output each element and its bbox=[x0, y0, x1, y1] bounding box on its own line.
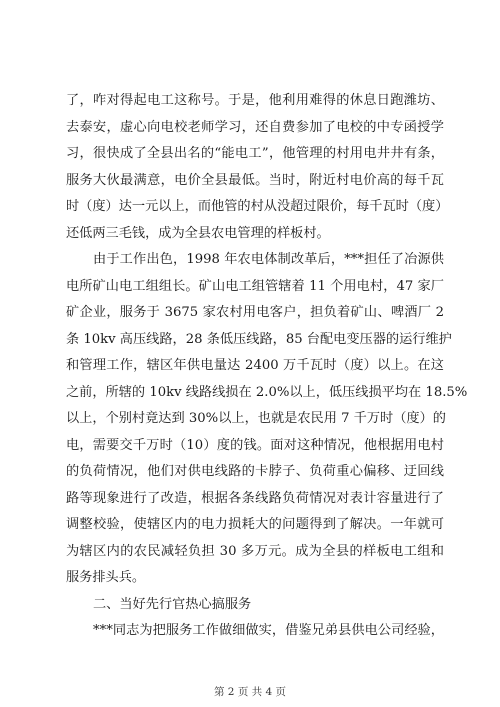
text-line: 电所矿山电工组组长。矿山电工组管辖着 11 个用电村，47 家厂 bbox=[66, 278, 444, 294]
text-line: 和管理工作，辖区年供电量达 2400 万千瓦时（度）以上。在这 bbox=[66, 358, 444, 373]
text-line: 还低两三毛钱，成为全县农电管理的样板村。 bbox=[66, 225, 330, 241]
page-number-footer: 第 2 页 共 4 页 bbox=[213, 686, 287, 698]
text-line: 服务排头兵。 bbox=[66, 570, 146, 585]
body-text bbox=[66, 88, 468, 645]
section-heading: 二、当好先行官热心搞服务 bbox=[93, 596, 252, 612]
paragraph-start-line: ***同志为把服务工作做细做实，借鉴兄弟县供电公司经验， bbox=[93, 623, 444, 638]
text-line: 习，很快成了全县出名的“能电工”，他管理的村用电井井有条， bbox=[66, 146, 444, 161]
text-line: 以上，个别村竟达到 30%以上，也就是农民用 7 千万时（度）的 bbox=[66, 411, 446, 426]
text-line: 调整校验，使辖区内的电力损耗大的问题得到了解决。一年就可 bbox=[66, 517, 444, 532]
text-line: 服务大伙最满意，电价全县最低。当时，附近村电价高的每千瓦 bbox=[66, 172, 444, 188]
paragraph-start-line: 由于工作出色，1998 年农电体制改革后，***担任了冶源供 bbox=[93, 252, 444, 267]
text-line: 了，咋对得起电工这称号。于是，他利用难得的休息日跑潍坊、 bbox=[66, 93, 444, 108]
text-line: 去泰安，虚心向电校老师学习，还自费参加了电校的中专函授学 bbox=[66, 119, 444, 135]
text-line: 矿企业，服务于 3675 家农村用电客户，担负着矿山、啤酒厂 2 bbox=[66, 305, 444, 320]
text-line: 条 10kv 高压线路，28 条低压线路，85 台配电变压器的运行维护 bbox=[66, 331, 452, 347]
text-line: 的负荷情况，他们对供电线路的卡脖子、负荷重心偏移、迂回线 bbox=[66, 464, 444, 479]
text-line: 之前，所辖的 10kv 线路线损在 2.0%以上，低压线损平均在 18.5% bbox=[66, 384, 468, 400]
text-line: 为辖区内的农民减轻负担 30 多万元。成为全县的样板电工组和 bbox=[66, 543, 444, 559]
text-line: 电，需要交千万时（10）度的钱。面对这种情况，他根据用电村 bbox=[66, 437, 444, 453]
text-line: 路等现象进行了改造，根据各条线路负荷情况对表计容量进行了 bbox=[66, 490, 444, 506]
text-line: 时（度）达一元以上，而他管的村从没超过限价，每千瓦时（度） bbox=[66, 199, 449, 214]
